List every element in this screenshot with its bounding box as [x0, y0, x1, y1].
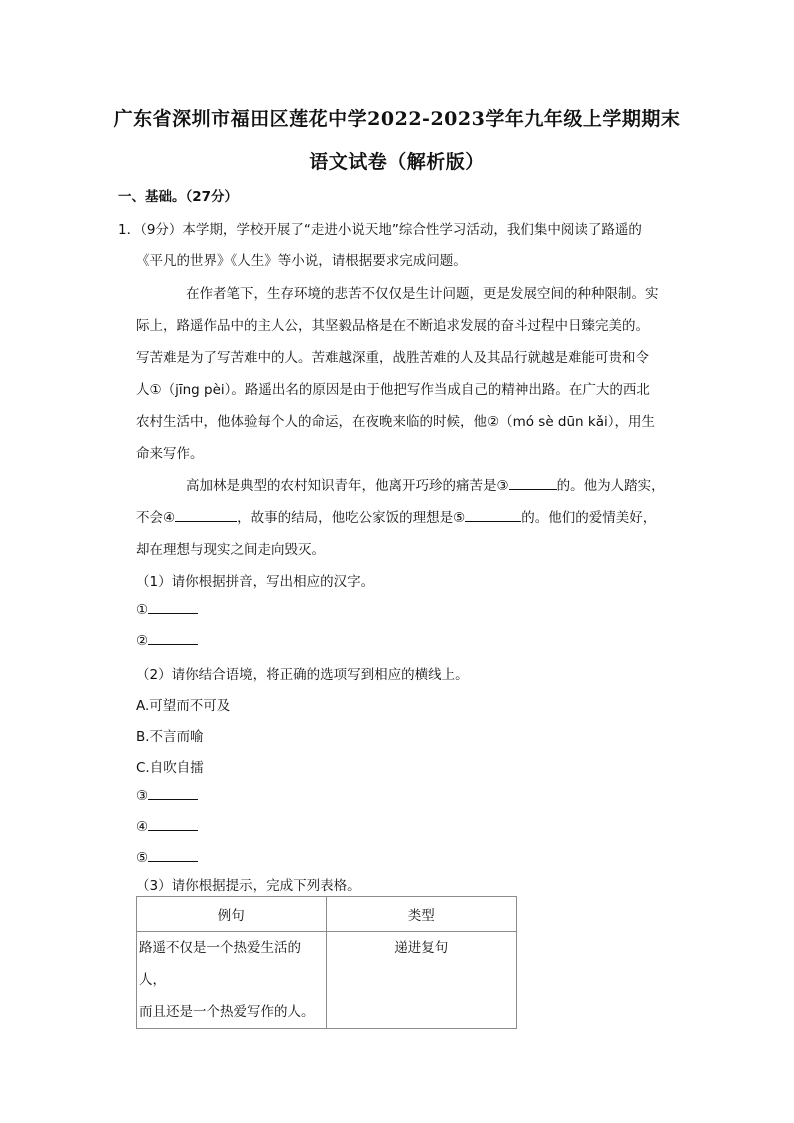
- option-c: C.自吹自擂: [136, 760, 204, 776]
- passage-line: 际上，路遥作品中的主人公，其坚毅品格是在不断追求发展的奋斗过程中日臻完美的。: [136, 318, 649, 334]
- answer-blank[interactable]: [148, 632, 198, 645]
- answer-blank[interactable]: [148, 849, 198, 862]
- answer-label: ②: [136, 633, 149, 649]
- answer-line-4: [136, 818, 198, 835]
- answer-blank[interactable]: [175, 509, 237, 522]
- passage-line: [136, 506, 656, 526]
- answer-line-1: [136, 601, 198, 618]
- cell-type-text: 递进复句: [394, 940, 449, 956]
- passage-text: ，故事的结局，他吃公家饭的理想是⑤: [237, 510, 466, 526]
- passage-line: [186, 474, 665, 494]
- sub-question-1: （1）请你根据拼音，写出相应的汉字。: [136, 574, 375, 590]
- passage-text: 不会④: [136, 510, 176, 526]
- cell-text-line: 而且还是一个热爱写作的人。: [139, 1004, 315, 1020]
- answer-blank[interactable]: [465, 509, 521, 522]
- option-b: B.不言而喻: [136, 729, 204, 745]
- sub-question-2: （2）请你结合语境，将正确的选项写到相应的横线上。: [136, 667, 469, 683]
- answer-label: ③: [136, 788, 149, 804]
- answer-blank[interactable]: [148, 601, 198, 614]
- exam-title-line2: 语文试卷（解析版）: [309, 151, 485, 173]
- answer-blank[interactable]: [148, 787, 198, 800]
- exam-title-line1: 广东省深圳市福田区莲花中学2022-2023学年九年级上学期期末: [113, 108, 681, 130]
- answer-label: ⑤: [136, 850, 149, 866]
- table-row: [137, 932, 517, 1029]
- answer-line-2: [136, 632, 198, 649]
- table-cell-type: [326, 932, 516, 1029]
- passage-text: 高加林是典型的农村知识青年，他离开巧珍的痛苦是③: [186, 478, 509, 494]
- answer-blank[interactable]: [509, 477, 557, 490]
- sentence-type-table: [136, 896, 517, 1029]
- table-header-type: 类型: [326, 897, 516, 932]
- table-header-example: 例句: [137, 897, 327, 932]
- passage-line: 人①（jīng pèi）。路遥出名的原因是由于他把写作当成自己的精神出路。在广大的西北: [136, 382, 650, 398]
- passage-line: 农村生活中，他体验每个人的命运，在夜晚来临的时候，他②（mó sè dūn kǎi），用生: [136, 414, 655, 430]
- question-intro: 1．（9分）本学期，学校开展了“走进小说天地”综合性学习活动，我们集中阅读了路遥的: [118, 222, 642, 238]
- sub-question-3: （3）请你根据提示，完成下列表格。: [136, 878, 361, 894]
- table-cell-example: [137, 932, 327, 1029]
- passage-line: 在作者笔下，生存环境的悲苦不仅仅是生计问题，更是发展空间的种种限制。实: [186, 286, 659, 302]
- section-heading: 一、基础。（27分）: [118, 189, 239, 205]
- passage-text: 的。他为人踏实，: [556, 478, 665, 494]
- answer-label: ④: [136, 819, 149, 835]
- passage-line: 命来写作。: [136, 446, 204, 462]
- option-a: A.可望而不可及: [136, 698, 231, 714]
- answer-line-3: [136, 787, 198, 804]
- question-intro: 《平凡的世界》《人生》等小说，请根据要求完成问题。: [136, 253, 467, 269]
- table-header-row: [137, 897, 517, 932]
- passage-line: 写苦难是为了写苦难中的人。苦难越深重，战胜苦难的人及其品行就越是难能可贵和令: [136, 350, 649, 366]
- answer-label: ①: [136, 602, 149, 618]
- passage-line: 却在理想与现实之间走向毁灭。: [136, 542, 325, 558]
- cell-text-line: 路遥不仅是一个热爱生活的人，: [139, 940, 301, 988]
- answer-blank[interactable]: [148, 818, 198, 831]
- answer-line-5: [136, 849, 198, 866]
- passage-text: 的。他们的爱情美好，: [521, 510, 657, 526]
